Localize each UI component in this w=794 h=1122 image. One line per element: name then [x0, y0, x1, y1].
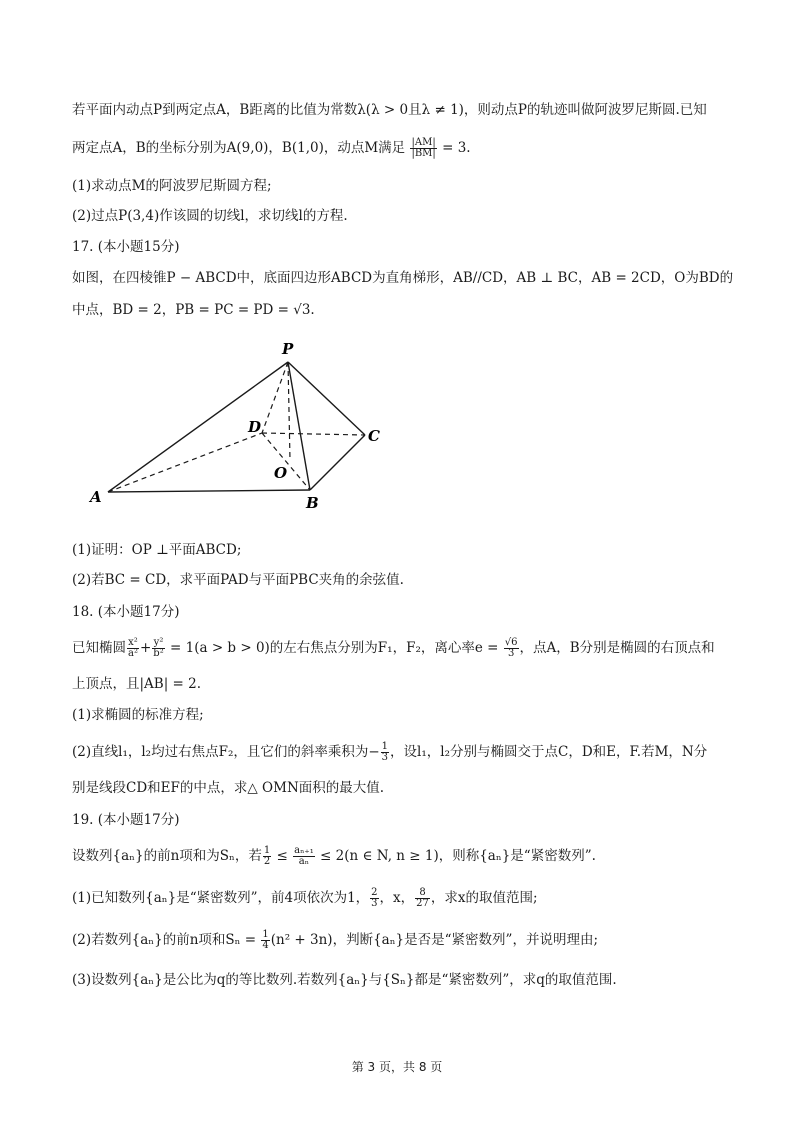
q19-part1-fraction-1-num: 2: [371, 887, 378, 898]
q19-part1-fraction-2: [415, 888, 430, 909]
q19-line-1-text: 设数列{aₙ}的前n项和为Sₙ，若: [72, 848, 262, 864]
edge-AD: [108, 433, 262, 492]
intro-line-1: 若平面内动点P到两定点A，B距离的比值为常数λ(λ > 0且λ ≠ 1)，则动点P的轨迹叫做阿波罗尼斯圆.已知: [72, 102, 707, 118]
q17-text-1: 如图，在四棱锥P − ABCD中，底面四边形ABCD为直角梯形，AB//CD，AB ⊥ BC，AB = 2CD，O为BD的: [72, 270, 734, 286]
edge-AB: [108, 490, 310, 492]
q17-part1: (1)证明：OP ⊥平面ABCD;: [72, 542, 242, 558]
q19-line-1: [72, 846, 596, 867]
q18-fraction-e: [504, 638, 519, 659]
q19-part2-end: (n² + 3n)，判断{aₙ}是否是“紧密数列”，并说明理由;: [270, 932, 598, 948]
q19-part2-text: (2)若数列{aₙ}的前n项和Sₙ =: [72, 932, 257, 948]
q16-part1: (1)求动点M的阿波罗尼斯圆方程;: [72, 178, 272, 194]
q18-line-1: [72, 638, 715, 659]
q18-fraction-y-num: y²: [153, 637, 164, 648]
q18-line-1-mid: = 1(a > b > 0)的左右焦点分别为F₁，F₂，离心率e =: [170, 640, 499, 656]
label-A: A: [90, 488, 102, 506]
q19-fraction-half: [263, 846, 271, 867]
q18-line-1-text: 已知椭圆: [72, 640, 126, 656]
q19-fraction-half-den: 2: [263, 856, 271, 867]
q17-part2: (2)若BC = CD，求平面PAD与平面PBC夹角的余弦值.: [72, 572, 404, 588]
q18-header: 18. (本小题17分): [72, 604, 180, 620]
pyramid-figure: [0, 0, 794, 540]
segment-PO: [288, 362, 290, 460]
edge-PC: [288, 362, 365, 435]
q19-fraction-half-num: 1: [263, 845, 271, 856]
q18-fraction-x-num: x²: [128, 637, 138, 648]
q18-line-2: 上顶点，且|AB| = 2.: [72, 676, 202, 692]
q19-fraction-ratio-num: aₙ₊₁: [294, 845, 314, 856]
intro-line-2-text: 两定点A，B的坐标分别为A(9,0)，B(1,0)，动点M满足: [72, 140, 406, 156]
q18-plus: +: [139, 640, 152, 656]
q19-part1-mid: ，x，: [379, 890, 415, 906]
edge-PB: [288, 362, 310, 490]
q18-fraction-x-den: a²: [128, 648, 138, 659]
q18-part2-end: ，设l₁，l₂分别与椭圆交于点C，D和E，F.若M，N分: [390, 744, 708, 760]
q18-fraction-x: [127, 638, 139, 659]
q19-header: 19. (本小题17分): [72, 812, 180, 828]
ratio-denominator: |BM|: [411, 148, 436, 159]
label-C: C: [368, 427, 380, 445]
q17-header: 17. (本小题15分): [72, 239, 180, 255]
q18-part2: [72, 742, 707, 763]
q19-part2-fraction-den: 4: [262, 940, 269, 951]
intro-line-2-end: = 3.: [442, 140, 471, 156]
q19-fraction-ratio: [293, 846, 315, 867]
q17-text-2: 中点，BD = 2，PB = PC = PD = √3.: [72, 302, 315, 318]
label-O: O: [274, 464, 288, 482]
q18-part2-fraction-den: 3: [381, 752, 389, 763]
q19-line-1-end: ≤ 2(n ∈ N, n ≥ 1)，则称{aₙ}是“紧密数列”.: [320, 848, 596, 864]
ratio-numerator: |AM|: [411, 137, 436, 148]
q19-part1-fraction-2-den: 27: [416, 898, 429, 909]
q18-part1: (1)求椭圆的标准方程;: [72, 707, 204, 723]
q18-fraction-y: [152, 638, 164, 659]
edge-DC: [262, 433, 365, 435]
q19-part1-fraction-1-den: 3: [371, 898, 378, 909]
q19-fraction-ratio-den: aₙ: [298, 856, 310, 867]
q18-part2-fraction-num: 1: [381, 741, 389, 752]
q19-part1-fraction-1: [370, 888, 378, 909]
edge-PD: [262, 362, 288, 433]
q18-line-1-end: ，点A，B分别是椭圆的右顶点和: [519, 640, 715, 656]
q19-part2-fraction: [261, 930, 269, 951]
q19-part1: [72, 888, 538, 909]
q19-part2-fraction-num: 1: [262, 929, 269, 940]
label-P: P: [282, 340, 294, 358]
label-D: D: [248, 418, 262, 436]
q18-fraction-e-num: √6: [504, 637, 518, 648]
q19-part1-end: ，求x的取值范围;: [430, 890, 538, 906]
page-footer: 第 3 页，共 8 页: [351, 1060, 443, 1074]
label-B: B: [306, 494, 319, 512]
edge-BC: [310, 435, 365, 490]
q18-fraction-y-den: b²: [153, 648, 164, 659]
q19-part3: (3)设数列{aₙ}是公比为q的等比数列.若数列{aₙ}与{Sₙ}都是“紧密数列”，求q的取值范围.: [72, 972, 617, 988]
q18-part2-fraction: [381, 742, 389, 763]
q18-part2-line-2: 别是线段CD和EF的中点，求△ OMN面积的最大值.: [72, 780, 385, 796]
q18-fraction-e-den: 3: [507, 648, 515, 659]
q19-part1-fraction-2-num: 8: [415, 888, 430, 899]
q19-part1-text: (1)已知数列{aₙ}是“紧密数列”，前4项依次为1，: [72, 890, 370, 906]
q18-part2-text: (2)直线l₁，l₂均过右焦点F₂，且它们的斜率乘积为−: [72, 744, 380, 760]
q16-part2: (2)过点P(3,4)作该圆的切线l，求切线l的方程.: [72, 208, 348, 224]
q19-part2: [72, 930, 598, 951]
q19-le: ≤: [276, 848, 288, 864]
